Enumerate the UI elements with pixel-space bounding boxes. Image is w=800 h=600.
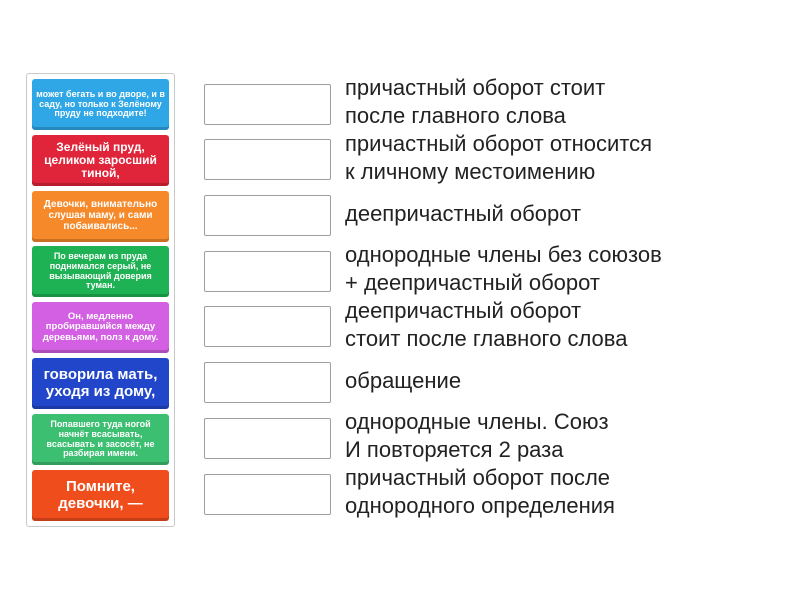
target-label-7: однородные члены. Союз И повторяется 2 раза — [345, 409, 609, 462]
answer-tile-8[interactable]: Помните, девочки, — — [32, 470, 169, 521]
drop-slot-4[interactable] — [204, 251, 331, 292]
answer-tile-3[interactable]: Девочки, внимательно слушая маму, и сами побаивались... — [32, 191, 169, 242]
target-label-8: причастный оборот после однородного определения — [345, 465, 615, 518]
drop-slot-6[interactable] — [204, 362, 331, 403]
answer-tile-7[interactable]: Попавшего туда ногой начнёт всасывать, всасывать и засосёт, не разбирая имени. — [32, 414, 169, 465]
answer-tile-1[interactable]: может бегать и во дворе, и в саду, но только к Зелёному пруду не подходите! — [32, 79, 169, 130]
drop-slot-3[interactable] — [204, 195, 331, 236]
drop-slot-8[interactable] — [204, 474, 331, 515]
answer-tile-4[interactable]: По вечерам из пруда поднимался серый, не вызывающий доверия туман. — [32, 246, 169, 297]
answer-tile-5[interactable]: Он, медленно пробиравшийся между деревьями, полз к дому. — [32, 302, 169, 353]
target-label-4: однородные члены без союзов + деепричастный оборот — [345, 242, 662, 295]
answer-tile-6[interactable]: говорила мать, уходя из дому, — [32, 358, 169, 409]
answer-tile-2[interactable]: Зелёный пруд, целиком заросший тиной, — [32, 135, 169, 186]
target-label-3: деепричастный оборот — [345, 201, 582, 226]
drop-slot-2[interactable] — [204, 139, 331, 180]
target-label-2: причастный оборот относится к личному местоимению — [345, 131, 653, 184]
target-label-5: деепричастный оборот стоит после главного слова — [345, 298, 628, 351]
drop-slot-5[interactable] — [204, 306, 331, 347]
target-label-6: обращение — [345, 368, 462, 393]
drop-slot-7[interactable] — [204, 418, 331, 459]
drop-slot-1[interactable] — [204, 84, 331, 125]
target-label-1: причастный оборот стоит после главного слова — [345, 75, 606, 128]
